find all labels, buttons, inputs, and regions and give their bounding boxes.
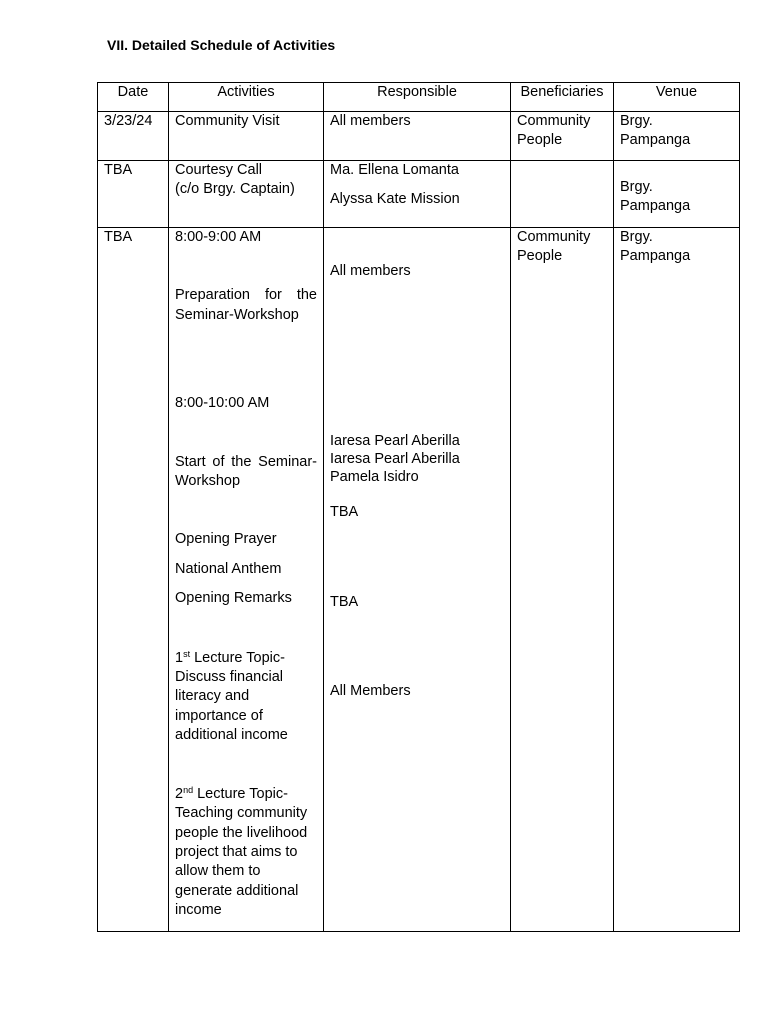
lecture-topic-1 [175, 649, 317, 668]
beneficiaries-line: People [517, 248, 563, 265]
beneficiaries-cell [511, 161, 614, 228]
activity-line: generate additional [175, 882, 299, 899]
schedule-table [97, 82, 740, 932]
activity-line: (c/o Brgy. Captain) [175, 181, 295, 198]
activity-line: Courtesy Call [175, 162, 263, 178]
venue-line: Brgy. [620, 113, 653, 129]
responsible-name: TBA [330, 504, 359, 521]
responsible-name: All members [330, 263, 411, 279]
responsible-name: Alyssa Kate Mission [330, 191, 460, 208]
activity-line: Opening Remarks [175, 590, 292, 607]
beneficiaries-line: Community [517, 229, 591, 245]
activity-line: Start of the Seminar- [175, 453, 317, 470]
venue-line: Pampanga [620, 198, 691, 215]
header-date: Date [98, 83, 169, 112]
time-slot: 8:00-10:00 AM [175, 395, 270, 412]
responsible-name: All Members [330, 683, 411, 700]
responsible-name: TBA [330, 593, 359, 610]
responsible-name: Iaresa Pearl Aberilla [330, 433, 460, 450]
header-responsible: Responsible [324, 83, 511, 112]
responsible-cell: All members [324, 112, 511, 161]
date-cell: TBA [98, 161, 169, 228]
ordinal-suffix: nd [183, 784, 194, 795]
table-row [98, 161, 740, 228]
header-beneficiaries: Beneficiaries [511, 83, 614, 112]
venue-cell [614, 112, 740, 161]
venue-line: Pampanga [620, 132, 691, 149]
activity-line: additional income [175, 727, 288, 744]
activity-cell [169, 228, 324, 932]
header-activities: Activities [169, 83, 324, 112]
activity-line: Workshop [175, 473, 241, 490]
activity-line: project that aims to [175, 843, 298, 860]
table-row [98, 112, 740, 161]
beneficiaries-cell [511, 112, 614, 161]
responsible-cell [324, 161, 511, 228]
activity-line: importance of [175, 707, 263, 724]
activity-line: income [175, 902, 222, 919]
lecture-number: 2 [175, 785, 184, 802]
venue-line: Brgy. [620, 179, 653, 195]
venue-line: Brgy. [620, 229, 653, 245]
beneficiaries-line: Community [517, 113, 591, 129]
activity-line: Preparation for the [175, 287, 317, 304]
time-slot: 8:00-9:00 AM [175, 229, 262, 245]
header-venue: Venue [614, 83, 740, 112]
venue-line: Pampanga [620, 248, 691, 265]
activity-line: allow them to [175, 863, 261, 880]
activity-line: people the livelihood [175, 824, 308, 841]
activity-line: literacy and [175, 688, 250, 705]
beneficiaries-line: People [517, 132, 563, 149]
activity-line: Seminar-Workshop [175, 306, 299, 323]
lecture-number: 1 [175, 649, 184, 666]
activity-cell: Community Visit [169, 112, 324, 161]
activity-line: Lecture Topic- [193, 785, 288, 802]
responsible-cell [324, 228, 511, 932]
activity-line: Teaching community [175, 805, 308, 822]
table-header-row [98, 83, 740, 112]
activity-line: Lecture Topic- [190, 649, 285, 666]
table-row [98, 228, 740, 932]
beneficiaries-cell [511, 228, 614, 932]
ordinal-suffix: st [183, 648, 191, 659]
activity-line: Discuss financial [175, 669, 283, 686]
responsible-name: Pamela Isidro [330, 469, 419, 486]
activity-line: National Anthem [175, 560, 282, 577]
venue-cell [614, 228, 740, 932]
venue-cell [614, 161, 740, 228]
activity-cell [169, 161, 324, 228]
date-cell: TBA [98, 228, 169, 932]
activity-line: Opening Prayer [175, 531, 277, 548]
lecture-topic-2 [175, 785, 317, 804]
responsible-name: Iaresa Pearl Aberilla [330, 451, 460, 468]
date-cell: 3/23/24 [98, 112, 169, 161]
responsible-name: Ma. Ellena Lomanta [330, 162, 459, 178]
section-heading: VII. Detailed Schedule of Activities [107, 37, 336, 53]
